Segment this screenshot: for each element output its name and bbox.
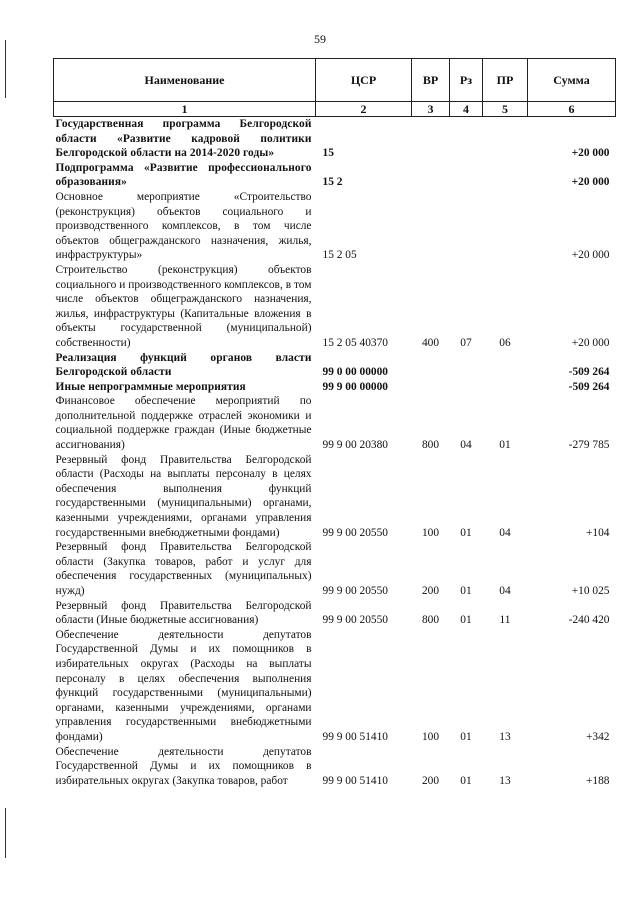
column-number: 5 [483, 102, 528, 117]
table-row [54, 380, 616, 395]
row-csr: 99 9 00 20550 [322, 614, 388, 627]
row-sum: +188 [585, 774, 610, 787]
row-vr [412, 351, 450, 380]
table-row [54, 745, 616, 789]
row-pr: 06 [499, 336, 511, 349]
row-sum: +20 000 [571, 249, 610, 262]
row-vr: 200 [421, 774, 440, 787]
row-sum: +104 [585, 526, 610, 539]
row-sum: +20 000 [571, 336, 610, 349]
row-rz [450, 380, 483, 395]
row-pr: 04 [499, 585, 511, 597]
row-rz: 01 [460, 730, 472, 743]
row-sum: -509 264 [568, 366, 610, 379]
row-rz: 07 [460, 336, 472, 349]
header-name: Наименование [54, 59, 316, 102]
row-sum: +342 [585, 730, 610, 743]
table-header-row [54, 59, 616, 102]
row-csr: 99 9 00 20550 [322, 526, 388, 539]
row-rz: 04 [460, 439, 472, 452]
row-sum: -509 264 [568, 380, 610, 393]
table-row [54, 161, 616, 190]
row-name: Резервный фонд Правительства Белгородской области (Иные бюджетные ассигнования) [55, 599, 312, 627]
column-number: 6 [528, 102, 616, 117]
table-row [54, 628, 616, 745]
row-pr [483, 161, 528, 190]
row-pr [483, 380, 528, 395]
row-rz [450, 117, 483, 161]
row-vr: 100 [421, 730, 440, 743]
header-pr: ПР [483, 59, 528, 102]
row-sum: +20 000 [571, 176, 610, 189]
column-number: 2 [316, 102, 412, 117]
row-rz: 01 [460, 614, 472, 627]
row-vr [412, 161, 450, 190]
row-csr: 99 9 00 51410 [322, 730, 388, 743]
row-vr: 800 [421, 614, 440, 627]
table-row [54, 394, 616, 452]
row-rz [450, 351, 483, 380]
row-sum: -279 785 [568, 439, 610, 452]
column-number-row [54, 102, 616, 117]
row-sum: -240 420 [568, 614, 610, 627]
header-rz: Рз [450, 59, 483, 102]
row-name: Обеспечение деятельности депутатов Государственной Думы и их помощников в избирательных округах (Закупка товаров, работ [55, 745, 312, 787]
row-csr: 15 2 05 40370 [322, 336, 388, 349]
page-number: 59 [314, 32, 326, 46]
row-sum: +10 025 [571, 585, 610, 597]
row-vr [412, 380, 450, 395]
row-pr: 13 [499, 730, 511, 743]
row-name: Финансовое обеспечение мероприятий по дополнительной поддержке отраслей экономики и социальной поддержке граждан (Иные бюджетные ассигнования) [55, 395, 312, 452]
row-name: Строительство (реконструкция) объектов социального и производственного комплексов, в том числе объектов общегражданского назначения, жилья, инфраструктуры (Капитальные вложения в объекты государственной (муниципальной) собственности) [55, 263, 312, 349]
row-pr [483, 351, 528, 380]
table-body [54, 117, 616, 789]
table-row [54, 117, 616, 161]
row-pr [483, 190, 528, 263]
row-csr: 99 0 00 00000 [322, 366, 388, 379]
budget-table [53, 58, 616, 788]
row-csr: 15 2 [322, 176, 343, 189]
row-name: Основное мероприятие «Строительство (реконструкция) объектов социального и производственного комплексов, в том числе объектов общегражданского назначения, жилья, инфраструктуры» [55, 190, 312, 262]
row-vr [412, 117, 450, 161]
column-number: 3 [412, 102, 450, 117]
row-csr: 15 [322, 147, 334, 160]
table-row [54, 453, 616, 541]
table-row [54, 190, 616, 263]
row-name: Резервный фонд Правительства Белгородской области (Расходы на выплаты персоналу в целях обеспечения выполнения функций государственными (муниципальными) органами, казенными учреждениями, органами управления государственными внебюджетными фондами) [55, 453, 312, 539]
row-pr: 13 [499, 774, 511, 787]
table-row [54, 263, 616, 351]
row-rz [450, 161, 483, 190]
header-csr: ЦСР [316, 59, 412, 102]
row-name: Обеспечение деятельности депутатов Государственной Думы и их помощников в избирательных округах (Расходы на выплаты персоналу в целях обеспечения выполнения функций государственными (муниципальными) органами, казенными учреждениями, органами управления государственными внебюджетными фондами) [55, 628, 312, 743]
row-name: Реализация функций органов власти Белгородской области [55, 351, 312, 379]
row-csr: 99 9 00 00000 [322, 380, 388, 393]
row-name: Государственная программа Белгородской области «Развитие кадровой политики Белгородской области на 2014-2020 годы» [55, 118, 312, 160]
header-sum: Сумма [528, 59, 616, 102]
row-name: Иные непрограммные мероприятия [55, 380, 246, 393]
table-row [54, 351, 616, 380]
row-rz: 01 [460, 774, 472, 787]
row-vr [412, 190, 450, 263]
row-sum: +20 000 [571, 147, 610, 160]
row-rz: 01 [460, 585, 472, 597]
row-vr: 400 [421, 336, 440, 349]
table-row [54, 540, 616, 598]
row-name: Резервный фонд Правительства Белгородской области (Закупка товаров, работ и услуг для обеспечения государственных (муниципальных) нужд) [55, 541, 312, 597]
row-rz [450, 190, 483, 263]
row-csr: 99 9 00 20550 [322, 585, 388, 597]
row-vr: 100 [421, 526, 440, 539]
row-rz: 01 [460, 526, 472, 539]
row-vr: 800 [421, 439, 440, 452]
row-csr: 99 9 00 51410 [322, 774, 388, 787]
header-vr: ВР [412, 59, 450, 102]
row-pr: 11 [499, 614, 511, 627]
margin-line-top [5, 40, 6, 98]
row-name: Подпрограмма «Развитие профессионального образования» [55, 161, 312, 189]
row-pr: 01 [499, 439, 511, 452]
row-csr: 99 9 00 20380 [322, 439, 388, 452]
row-vr: 200 [421, 585, 440, 597]
column-number: 4 [450, 102, 483, 117]
row-pr: 04 [499, 526, 511, 539]
row-pr [483, 117, 528, 161]
margin-line-bottom [5, 808, 6, 858]
table-row [54, 599, 616, 628]
row-csr: 15 2 05 [322, 249, 357, 262]
column-number: 1 [54, 102, 316, 117]
